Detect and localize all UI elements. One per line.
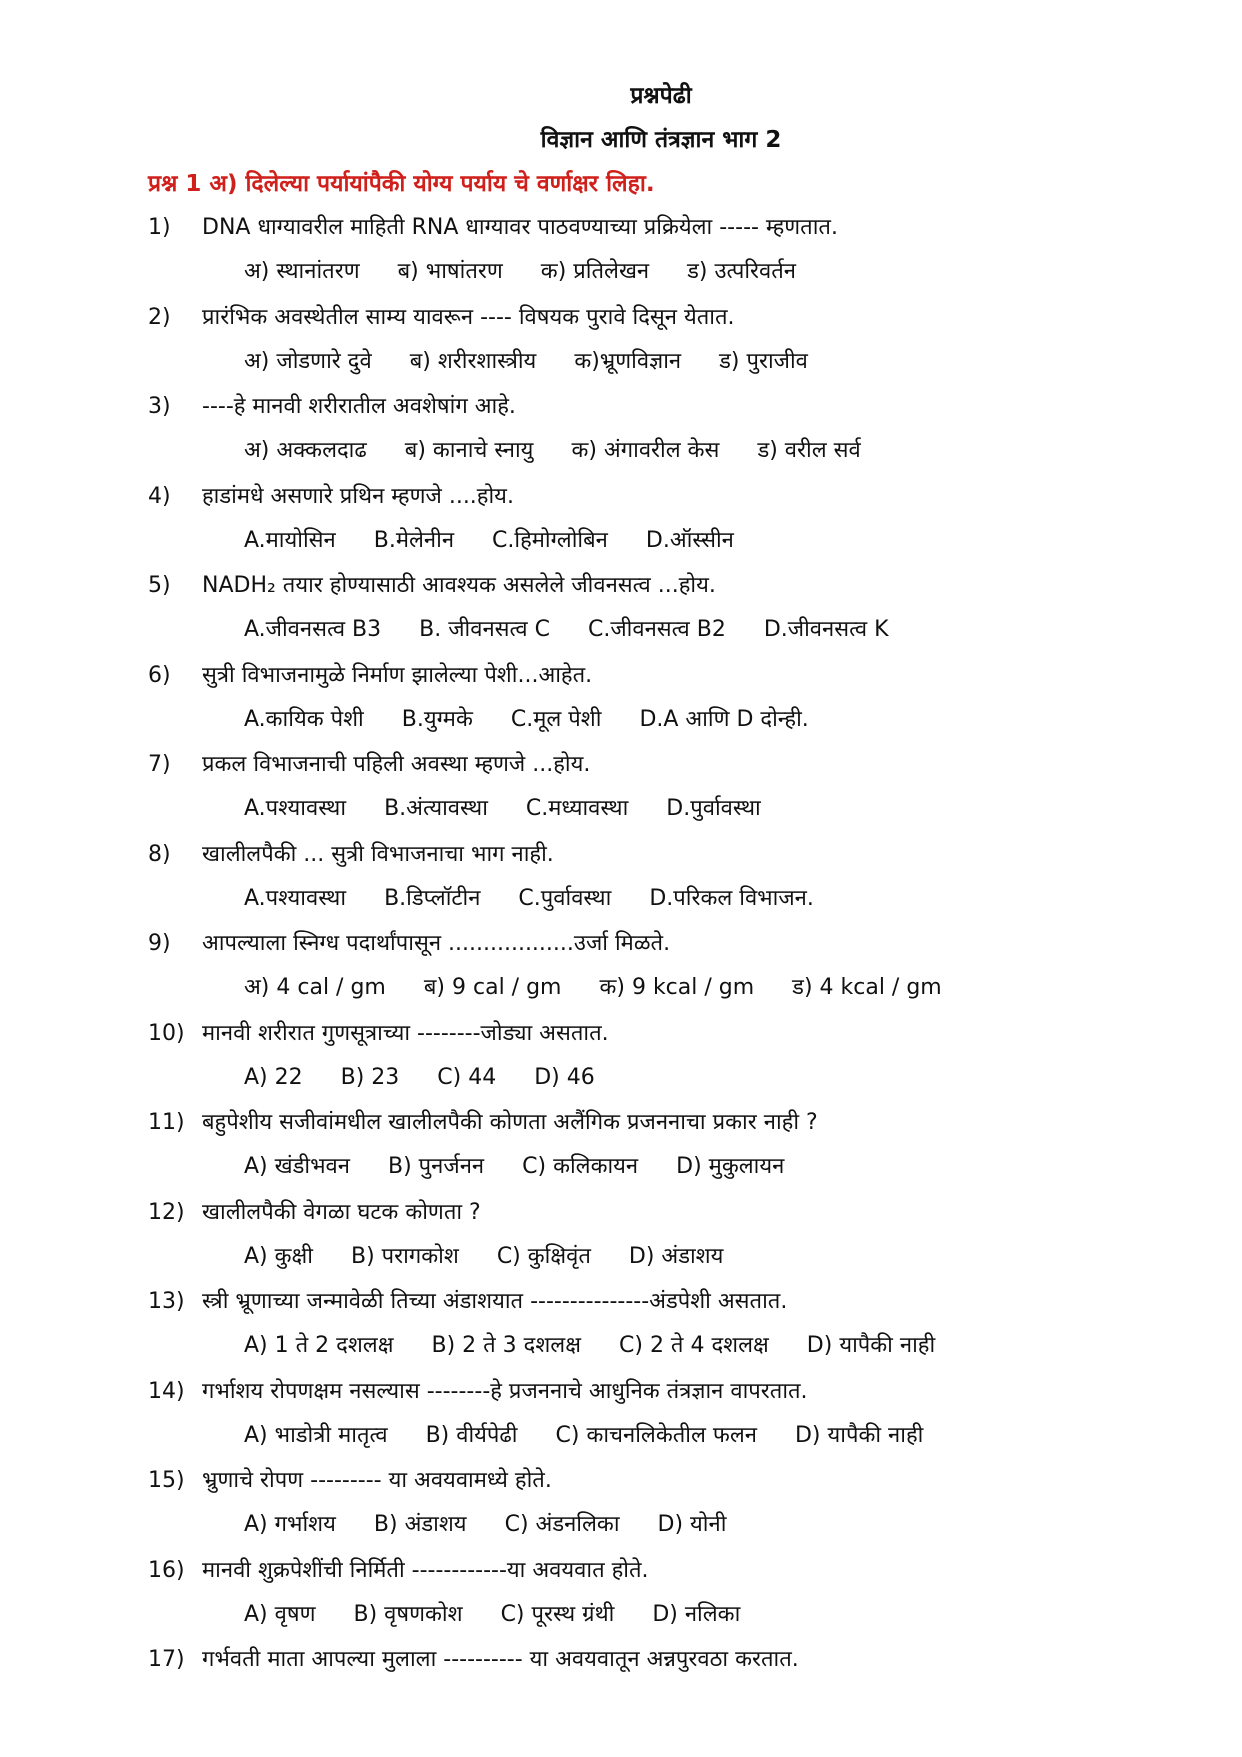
- question-number: 1): [148, 215, 171, 240]
- answer-option: C.हिमोग्लोबिन: [492, 527, 608, 553]
- answer-option: B) वीर्यपेढी: [425, 1422, 518, 1448]
- question-item: [148, 1555, 1168, 1645]
- question-item: [148, 1644, 1168, 1734]
- answer-option: C) अंडनलिका: [504, 1512, 620, 1537]
- answer-option: D.परिकल विभाजन.: [649, 885, 814, 911]
- answer-option: A.जीवनसत्व B3: [244, 617, 382, 642]
- answer-option: A.पश्यावस्था: [244, 885, 347, 911]
- answer-option: अ) जोडणारे दुवे: [244, 348, 372, 374]
- answer-option: A) कुक्षी: [244, 1243, 313, 1269]
- question-text-line: [148, 1018, 609, 1050]
- answer-option: A) गर्भाशय: [244, 1512, 336, 1537]
- answer-option: C.जीवनसत्व B2: [587, 617, 726, 642]
- answer-option: क) 9 kcal / gm: [599, 975, 755, 1000]
- answer-options: [244, 1241, 761, 1273]
- answer-option: C) पूरस्थ ग्रंथी: [500, 1601, 615, 1627]
- answer-options: [244, 883, 852, 915]
- question-text: DNA धाग्यावरील माहिती RNA धाग्यावर पाठवण्याच्या प्रक्रियेला ----- म्हणतात.: [202, 215, 838, 240]
- answer-options: [244, 1151, 822, 1183]
- answer-option: A) खंडीभवन: [244, 1154, 350, 1179]
- question-text: आपल्याला स्निग्ध पदार्थांपासून ..................उर्जा मिळते.: [202, 931, 671, 956]
- question-item: [148, 1465, 1168, 1555]
- question-text: बहुपेशीय सजीवांमधील खालीलपैकी कोणता अलैंगिक प्रजननाचा प्रकार नाही ?: [202, 1110, 818, 1135]
- question-text: खालीलपैकी ... सुत्री विभाजनाचा भाग नाही.: [202, 841, 554, 867]
- answer-options: [244, 435, 899, 467]
- answer-option: C) कलिकायन: [522, 1154, 639, 1179]
- answer-option: A.कायिक पेशी: [244, 706, 364, 732]
- question-text-line: [148, 749, 590, 781]
- answer-option: B) पुनर्जनन: [388, 1154, 485, 1179]
- answer-option: ड) 4 kcal / gm: [792, 975, 942, 1000]
- question-text-line: [148, 1644, 799, 1676]
- question-item: [148, 1018, 1168, 1108]
- question-number: 13): [148, 1289, 185, 1314]
- question-number: 17): [148, 1647, 185, 1672]
- answer-option: B) 23: [340, 1064, 400, 1090]
- question-number: 5): [148, 573, 171, 598]
- answer-option: C) 44: [437, 1064, 497, 1090]
- question-number: 8): [148, 841, 171, 867]
- question-text: सुत्री विभाजनामुळे निर्माण झालेल्या पेशी...आहेत.: [202, 662, 593, 688]
- question-text: प्रारंभिक अवस्थेतील साम्य यावरून ---- विषयक पुरावे दिसून येतात.: [202, 304, 735, 330]
- question-text-line: [148, 928, 670, 960]
- answer-options: [244, 972, 980, 1004]
- question-number: 3): [148, 394, 171, 419]
- question-item: [148, 660, 1168, 750]
- question-text-line: [148, 660, 592, 692]
- question-text: भ्रुणाचे रोपण --------- या अवयवामध्ये होते.: [202, 1468, 552, 1493]
- answer-option: B.युग्मके: [401, 706, 473, 732]
- question-item: [148, 839, 1168, 929]
- question-text: प्रकल विभाजनाची पहिली अवस्था म्हणजे ...होय.: [202, 752, 591, 777]
- question-text-line: [148, 1555, 649, 1587]
- question-number: 2): [148, 304, 171, 330]
- section-heading: प्रश्न 1 अ) दिलेल्या पर्यायांपैकी योग्य पर्याय चे वर्णाक्षर लिहा.: [148, 171, 655, 197]
- answer-option: D) अंडाशय: [628, 1243, 724, 1269]
- question-text-line: [148, 481, 514, 513]
- answer-option: क) अंगावरील केस: [571, 438, 720, 463]
- answer-option: B) वृषणकोश: [353, 1601, 463, 1627]
- question-text: NADH₂ तयार होण्यासाठी आवश्यक असलेले जीवनसत्व ...होय.: [202, 573, 716, 598]
- answer-options: [244, 1330, 973, 1362]
- answer-option: ब) भाषांतरण: [397, 259, 503, 284]
- question-text-line: [148, 1286, 787, 1318]
- answer-option: D.पुर्वावस्था: [666, 796, 761, 821]
- answer-option: B.मेलेनीन: [373, 527, 455, 553]
- answer-option: ब) कानाचे स्नायु: [404, 438, 534, 463]
- question-item: [148, 1376, 1168, 1466]
- question-number: 14): [148, 1378, 185, 1404]
- answer-option: अ) अक्कलदाढ: [244, 438, 367, 463]
- question-number: 16): [148, 1557, 185, 1583]
- answer-option: C.पुर्वावस्था: [518, 885, 612, 911]
- answer-option: A.मायोसिन: [244, 527, 336, 553]
- answer-option: D) 46: [534, 1064, 595, 1090]
- question-number: 4): [148, 483, 171, 509]
- question-item: [148, 481, 1168, 571]
- answer-option: ब) शरीरशास्त्रीय: [409, 348, 537, 374]
- answer-option: A) 22: [244, 1064, 303, 1090]
- answer-options: [244, 704, 847, 736]
- answer-option: B.डिप्लॉटीन: [384, 885, 481, 911]
- answer-options: [244, 614, 927, 646]
- question-number: 9): [148, 931, 171, 956]
- question-text-line: [148, 212, 838, 244]
- question-text: गर्भवती माता आपल्या मुलाला ---------- या अवयवातून अन्नपुरवठा करतात.: [202, 1647, 799, 1672]
- answer-option: A) 1 ते 2 दशलक्ष: [244, 1333, 394, 1358]
- answer-options: [244, 525, 772, 557]
- answer-option: क)भ्रूणविज्ञान: [574, 348, 682, 374]
- answer-option: B.अंत्यावस्था: [384, 796, 488, 821]
- answer-option: C) काचनलिकेतील फलन: [555, 1422, 757, 1448]
- answer-option: C) कुक्षिवृंत: [496, 1243, 591, 1269]
- question-number: 11): [148, 1110, 185, 1135]
- answer-option: C.मध्यावस्था: [525, 796, 629, 821]
- answer-option: D) यापैकी नाही: [806, 1333, 936, 1358]
- answer-option: ब) 9 cal / gm: [423, 975, 562, 1000]
- question-text: स्त्री भ्रूणाच्या जन्मावेळी तिच्या अंडाशयात ---------------अंडपेशी असतात.: [202, 1289, 788, 1314]
- question-number: 6): [148, 662, 171, 688]
- question-text: मानवी शरीरात गुणसूत्राच्या --------जोड्या असतात.: [202, 1020, 609, 1046]
- answer-options: [244, 1062, 633, 1094]
- answer-option: A) वृषण: [244, 1601, 316, 1627]
- question-text-line: [148, 1465, 552, 1497]
- question-item: [148, 749, 1168, 839]
- answer-option: B. जीवनसत्व C: [419, 617, 550, 642]
- answer-option: क) प्रतिलेखन: [540, 259, 650, 284]
- answer-option: D) यापैकी नाही: [794, 1422, 924, 1448]
- question-text-line: [148, 302, 735, 334]
- answer-option: A.पश्यावस्था: [244, 796, 347, 821]
- answer-option: D) मुकुलायन: [676, 1154, 785, 1179]
- question-text-line: [148, 391, 516, 423]
- page-title: प्रश्नपेढी: [630, 83, 692, 109]
- answer-option: A) भाडोत्री मातृत्व: [244, 1422, 388, 1448]
- question-text-line: [148, 1376, 808, 1408]
- page-subtitle: विज्ञान आणि तंत्रज्ञान भाग 2: [540, 127, 782, 153]
- question-item: [148, 212, 1168, 302]
- answer-option: D.ऑस्सीन: [645, 527, 734, 553]
- answer-options: [244, 1599, 778, 1631]
- answer-option: B) परागकोश: [351, 1243, 459, 1269]
- question-text: खालीलपैकी वेगळा घटक कोणता ?: [202, 1199, 481, 1225]
- question-text-line: [148, 570, 716, 602]
- question-number: 12): [148, 1199, 185, 1225]
- answer-option: ड) उत्परिवर्तन: [687, 259, 797, 284]
- question-text-line: [148, 1197, 481, 1229]
- answer-option: D.जीवनसत्व K: [763, 617, 889, 642]
- answer-option: B) अंडाशय: [373, 1512, 467, 1537]
- question-item: [148, 928, 1168, 1018]
- answer-options: [244, 346, 846, 378]
- answer-options: [244, 793, 799, 825]
- answer-option: C.मूल पेशी: [510, 706, 602, 732]
- question-text: मानवी शुक्रपेशींची निर्मिती ------------या अवयवात होते.: [202, 1557, 649, 1583]
- question-text: गर्भाशय रोपणक्षम नसल्यास --------हे प्रजननाचे आधुनिक तंत्रज्ञान वापरतात.: [202, 1378, 808, 1404]
- question-item: [148, 1286, 1168, 1376]
- answer-options: [244, 1509, 764, 1541]
- question-item: [148, 570, 1168, 660]
- question-text-line: [148, 1107, 818, 1139]
- answer-option: ड) पुराजीव: [719, 348, 808, 374]
- question-number: 15): [148, 1468, 185, 1493]
- question-number: 10): [148, 1020, 185, 1046]
- answer-option: B) 2 ते 3 दशलक्ष: [431, 1333, 581, 1358]
- answer-option: C) 2 ते 4 दशलक्ष: [619, 1333, 769, 1358]
- question-text: हाडांमधे असणारे प्रथिन म्हणजे ....होय.: [202, 483, 514, 509]
- question-item: [148, 1197, 1168, 1287]
- question-list: [148, 212, 1168, 1734]
- question-text: ----हे मानवी शरीरातील अवशेषांग आहे.: [202, 394, 516, 419]
- answer-option: अ) 4 cal / gm: [244, 975, 386, 1000]
- question-item: [148, 302, 1168, 392]
- answer-option: D) नलिका: [652, 1601, 741, 1627]
- question-item: [148, 391, 1168, 481]
- answer-option: ड) वरील सर्व: [757, 438, 861, 463]
- answer-options: [244, 1420, 961, 1452]
- question-item: [148, 1107, 1168, 1197]
- question-text-line: [148, 839, 554, 871]
- answer-options: [244, 256, 834, 288]
- answer-option: D) योनी: [657, 1512, 727, 1537]
- answer-option: D.A आणि D दोन्ही.: [639, 706, 809, 732]
- question-number: 7): [148, 752, 171, 777]
- answer-option: अ) स्थानांतरण: [244, 259, 360, 284]
